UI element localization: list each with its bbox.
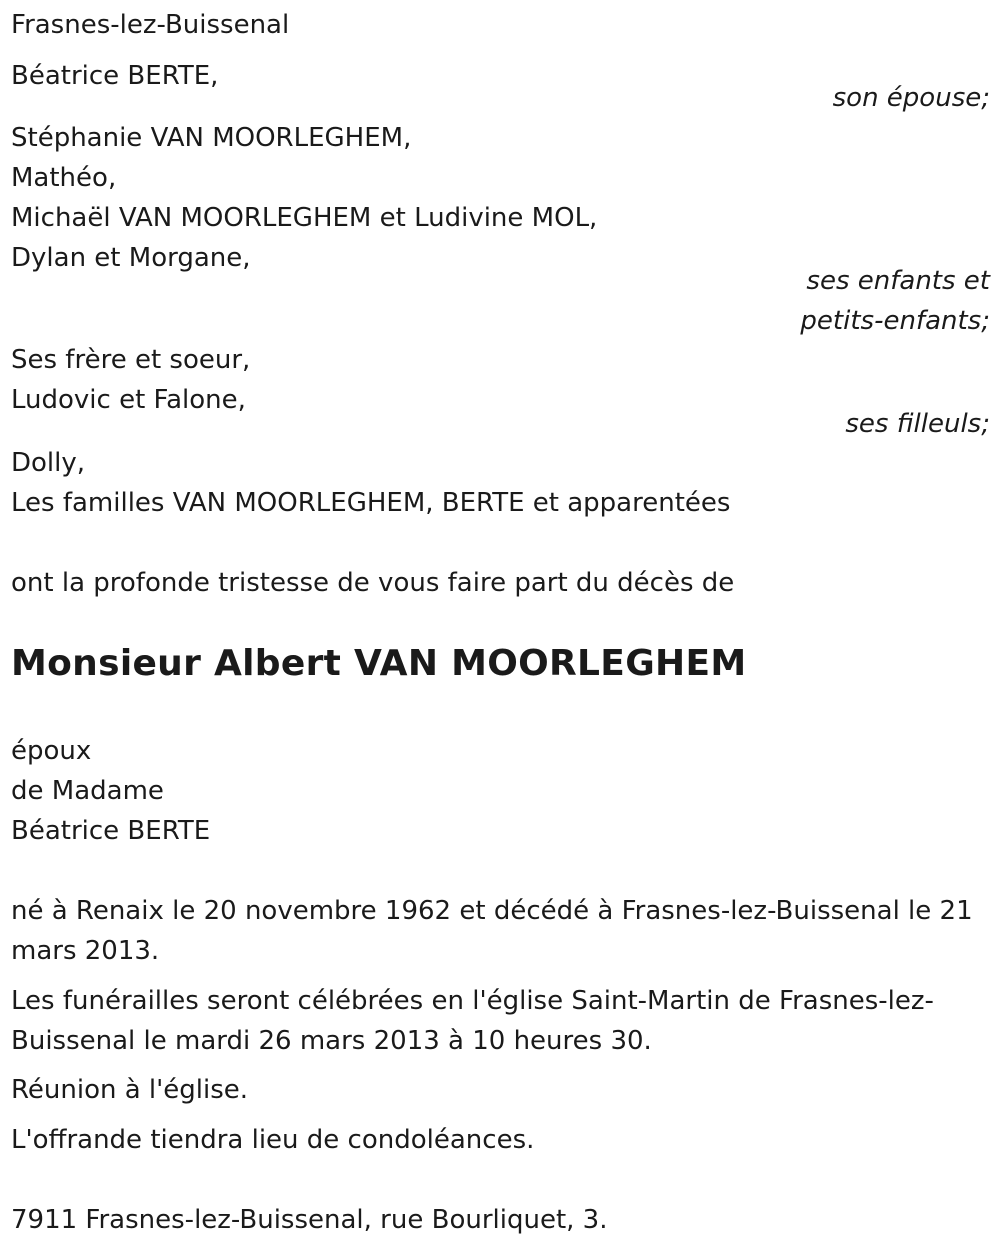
child-name: Mathéo, [11,163,117,193]
deceased-name: Monsieur Albert VAN MOORLEGHEM [11,643,747,684]
spouse-name: Béatrice BERTE, [11,61,219,91]
spouse-relation: son épouse; [832,83,990,113]
sibling-line: Ses frère et soeur, [11,345,251,375]
child-name: Stéphanie VAN MOORLEGHEM, [11,123,412,153]
address-text: 7911 Frasnes-lez-Buissenal, rue Bourliquet, 3. [11,1205,608,1235]
spouse-of-line: de Madame [11,776,164,806]
funeral-text: Les funérailles seront célébrées en l'église Saint-Martin de Frasnes-lez-Buissenal le mardi 26 mars 2013 à 10 heures 30. [11,986,934,1056]
offering-text: L'offrande tiendra lieu de condoléances. [11,1125,535,1155]
other-line: Les familles VAN MOORLEGHEM, BERTE et apparentées [11,488,731,518]
children-relation-line2: petits-enfants; [800,306,990,336]
child-name: Michaël VAN MOORLEGHEM et Ludivine MOL, [11,203,598,233]
location-header: Frasnes-lez-Buissenal [11,10,290,40]
siblings-relation: ses filleuls; [845,409,990,439]
spouse-of-line: époux [11,736,92,766]
sibling-line: Ludovic et Falone, [11,385,246,415]
spouse-of-line: Béatrice BERTE [11,816,211,846]
children-relation-line1: ses enfants et [806,266,990,296]
meeting-text: Réunion à l'église. [11,1075,249,1105]
other-line: Dolly, [11,448,86,478]
child-name: Dylan et Morgane, [11,243,251,273]
birth-death-text: né à Renaix le 20 novembre 1962 et décédé à Frasnes-lez-Buissenal le 21 mars 2013. [11,896,973,966]
announcement-text: ont la profonde tristesse de vous faire part du décès de [11,568,735,598]
